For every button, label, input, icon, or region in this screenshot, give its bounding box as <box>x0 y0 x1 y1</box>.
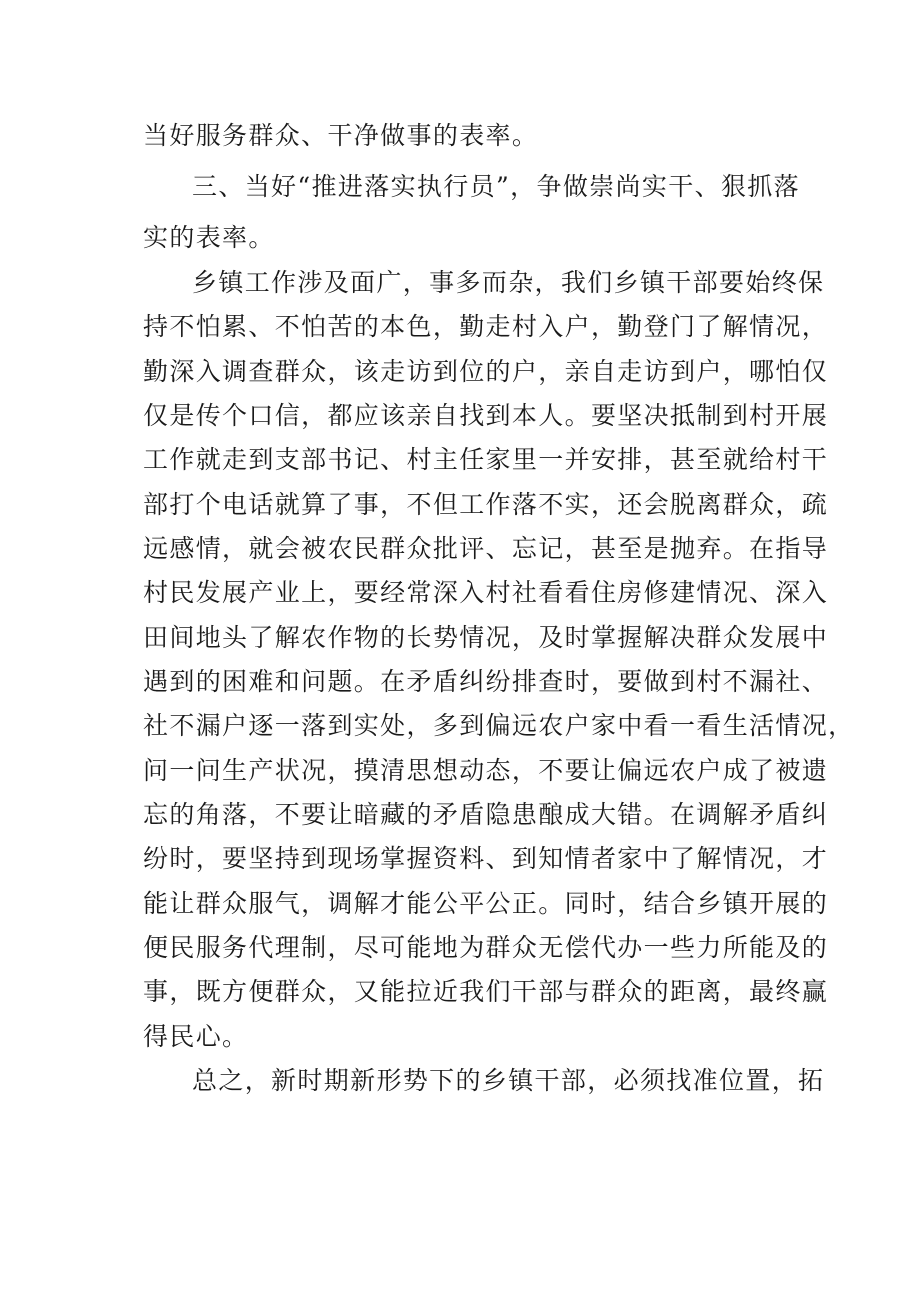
text-line-11: 村民发展产业上，要经常深入村社看看住房修建情况、深入 <box>143 578 829 607</box>
text-line-17: 纷时，要坚持到现场掌握资料、到知情者家中了解情况，才 <box>143 844 829 873</box>
text-line-22: 总之，新时期新形势下的乡镇干部，必须找准位置，拓 <box>192 1066 825 1095</box>
text-line-8: 工作就走到支部书记、村主任家里一并安排，甚至就给村干 <box>143 445 829 474</box>
text-line-2: 三、当好“推进落实执行员”，争做崇尚实干、狠抓落 <box>192 172 800 201</box>
text-line-14: 社不漏户逐一落到实处，多到偏远农户家中看一看生活情况， <box>143 711 855 740</box>
text-line-7: 仅是传个口信，都应该亲自找到本人。要坚决抵制到村开展 <box>143 401 829 430</box>
text-line-16: 忘的角落，不要让暗藏的矛盾隐患酿成大错。在调解矛盾纠 <box>143 800 829 829</box>
text-line-18: 能让群众服气，调解才能公平公正。同时，结合乡镇开展的 <box>143 889 829 918</box>
text-line-19: 便民服务代理制，尽可能地为群众无偿代办一些力所能及的 <box>143 933 829 962</box>
text-line-13: 遇到的困难和问题。在矛盾纠纷排查时，要做到村不漏社、 <box>143 667 829 696</box>
text-line-12: 田间地头了解农作物的长势情况，及时掌握解决群众发展中 <box>143 623 829 652</box>
text-line-1: 当好服务群众、干净做事的表率。 <box>143 121 539 150</box>
text-line-21: 得民心。 <box>143 1022 249 1051</box>
text-line-5: 持不怕累、不怕苦的本色，勤走村入户，勤登门了解情况， <box>143 312 829 341</box>
text-line-10: 远感情，就会被农民群众批评、忘记，甚至是抛弃。在指导 <box>143 534 829 563</box>
text-line-6: 勤深入调查群众，该走访到位的户，亲自走访到户，哪怕仅 <box>143 357 829 386</box>
text-line-15: 问一问生产状况，摸清思想动态，不要让偏远农户成了被遗 <box>143 756 829 785</box>
text-line-4: 乡镇工作涉及面广，事多而杂，我们乡镇干部要始终保 <box>192 268 825 297</box>
text-line-3: 实的表率。 <box>143 223 275 252</box>
text-line-9: 部打个电话就算了事，不但工作落不实，还会脱离群众，疏 <box>143 490 829 519</box>
text-line-20: 事，既方便群众，又能拉近我们干部与群众的距离，最终赢 <box>143 977 829 1006</box>
